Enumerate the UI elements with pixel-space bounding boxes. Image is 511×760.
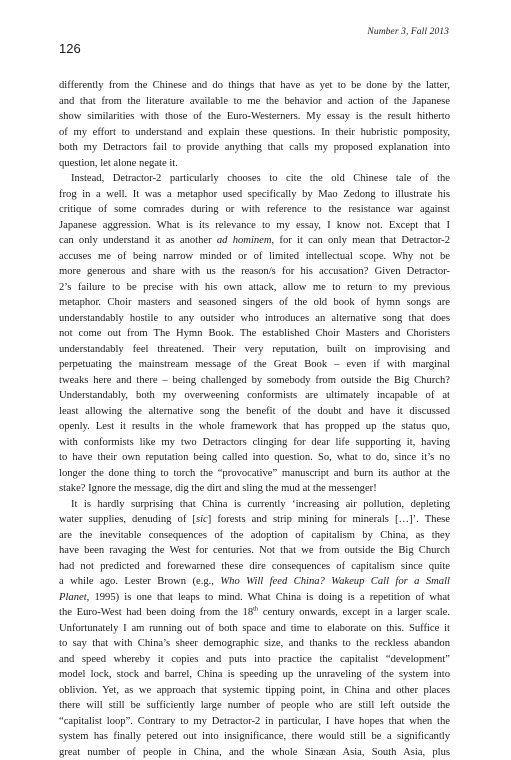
text-line: oblivion. Yet, as we approach that systemic tipping point, in China and other places [59,683,450,699]
text-line: least allowing the alternative song the benefit of the doubt and have it discussed [59,404,450,420]
text-line: had not predicted and forewarned these dire consequences of capitalism since quite [59,559,450,575]
text-line: and speed whereby it copies and puts into practice the capitalist “development” [59,652,450,668]
text-segment: water supplies, denuding of [ [59,514,196,525]
text-line: Japanese aggression. What is its relevance to my essay, I know not. Except that I [59,218,450,234]
page-number: 126 [59,41,81,56]
text-line: differently from the Chinese and do things that have as yet to be done by the latter, [59,78,450,94]
text-segment: century onwards, except in a larger scale. [258,607,450,618]
text-line: longer the done thing to torch the “provocative” manuscript and burn its author at the [59,466,450,482]
running-head: Number 3, Fall 2013 [367,27,449,37]
text-line [59,233,450,249]
text-segment: , 1995) is one that leaps to mind. What China is doing is a repetition of what [87,592,450,603]
text-line: Understandably, both my overweening conformists are ultimately incapable of at [59,388,450,404]
text-line: Instead, Detractor-2 particularly chooses to cite the old Chinese tale of the [59,171,450,187]
text-line: openly. Lest it results in the whole framework that has propped up the status quo, [59,419,450,435]
italic-text: sic [196,514,208,525]
text-line [59,574,450,590]
text-line: more generous and share with us the reason/s for his accusation? Given Detractor- [59,264,450,280]
text-segment: the Euro-West had been doing from the 18 [59,607,253,618]
text-line: Unfortunately I am running out of both space and time to elaborate on this. Suffice it [59,621,450,637]
text-line: 2’s failure to be precise with his own attack, allow me to return to my previous [59,280,450,296]
text-segment: ] forests and strip mining for minerals […]’. These [208,514,450,525]
text-line: tweaks here and there – being challenged by somebody from outside the Big Church? [59,373,450,389]
text-segment: a while ago. Lester Brown (e.g., [59,576,220,587]
italic-text: Who Will feed China? Wakeup Call for a Small [220,576,450,587]
text-segment: , for it can only mean that Detractor-2 [272,235,450,246]
text-line: are the inevitable consequences of the adoption of capitalism by China, as they [59,528,450,544]
italic-text: ad hominem [217,235,272,246]
text-line: It is hardly surprising that China is currently ‘increasing air pollution, depleting [59,497,450,513]
text-line: understandably hostile to any outsider who introduces an alternative song that does [59,311,450,327]
text-line: have been ravaging the West for centuries. Not that we from outside the Big Church [59,543,450,559]
text-line: system has finally petered out into insignificance, there would still be a significantly [59,729,450,745]
text-line: not come out from The Hymn Book. The established Choir Masters and Choristers [59,326,450,342]
text-line: model lock, stock and barrel, China is speeding up the unraveling of the system into [59,667,450,683]
text-segment: can only understand it as another [59,235,217,246]
text-line: with conformists like my two Detractors clinging for dear life supporting it, having [59,435,450,451]
text-line: accuses me of being narrow minded or of limited intellectual scope. Why not be [59,249,450,265]
text-line [59,605,450,621]
text-line: to have their own reputation being called into question. So, what to do, since it’s no [59,450,450,466]
text-line: both my Detractors fail to provide anything that calls my proposed explanation into [59,140,450,156]
text-line [59,590,450,606]
text-line: question, let alone negate it. [59,156,450,172]
text-line: there will still be sufficiently large number of people who are still left outside the [59,698,450,714]
italic-text: Planet [59,592,87,603]
body-text [59,78,450,760]
text-line: frog in a well. It was a metaphor used specifically by Mao Zedong to illustrate his [59,187,450,203]
superscript-text: th [253,605,258,612]
text-line [59,512,450,528]
text-line: and that from the literature available to me the behavior and action of the Japanese [59,94,450,110]
text-line: to say that with China’s sheer demographic size, and thanks to the reckless abandon [59,636,450,652]
text-line: “capitalist loop”. Contrary to my Detractor-2 in particular, I have hopes that when the [59,714,450,730]
text-line: critique of some comrades during or with reference to the resistance war against [59,202,450,218]
text-line: perpetuating the mainstream message of the Great Book – even if with marginal [59,357,450,373]
text-line: of my effort to understand and explain these questions. In their hubristic pomposity, [59,125,450,141]
text-line: metaphor. Choir masters and seasoned singers of the old book of hymn songs are [59,295,450,311]
text-line: understandably feel threatened. Their very reputation, built on improvising and [59,342,450,358]
text-line: show similarities with those of the Euro-Westerners. My essay is the result hitherto [59,109,450,125]
text-line: stake? Ignore the message, dig the dirt and sling the mud at the messenger! [59,481,450,497]
text-line: great number of people in China, and the whole Sinæan Asia, South Asia, plus [59,745,450,760]
